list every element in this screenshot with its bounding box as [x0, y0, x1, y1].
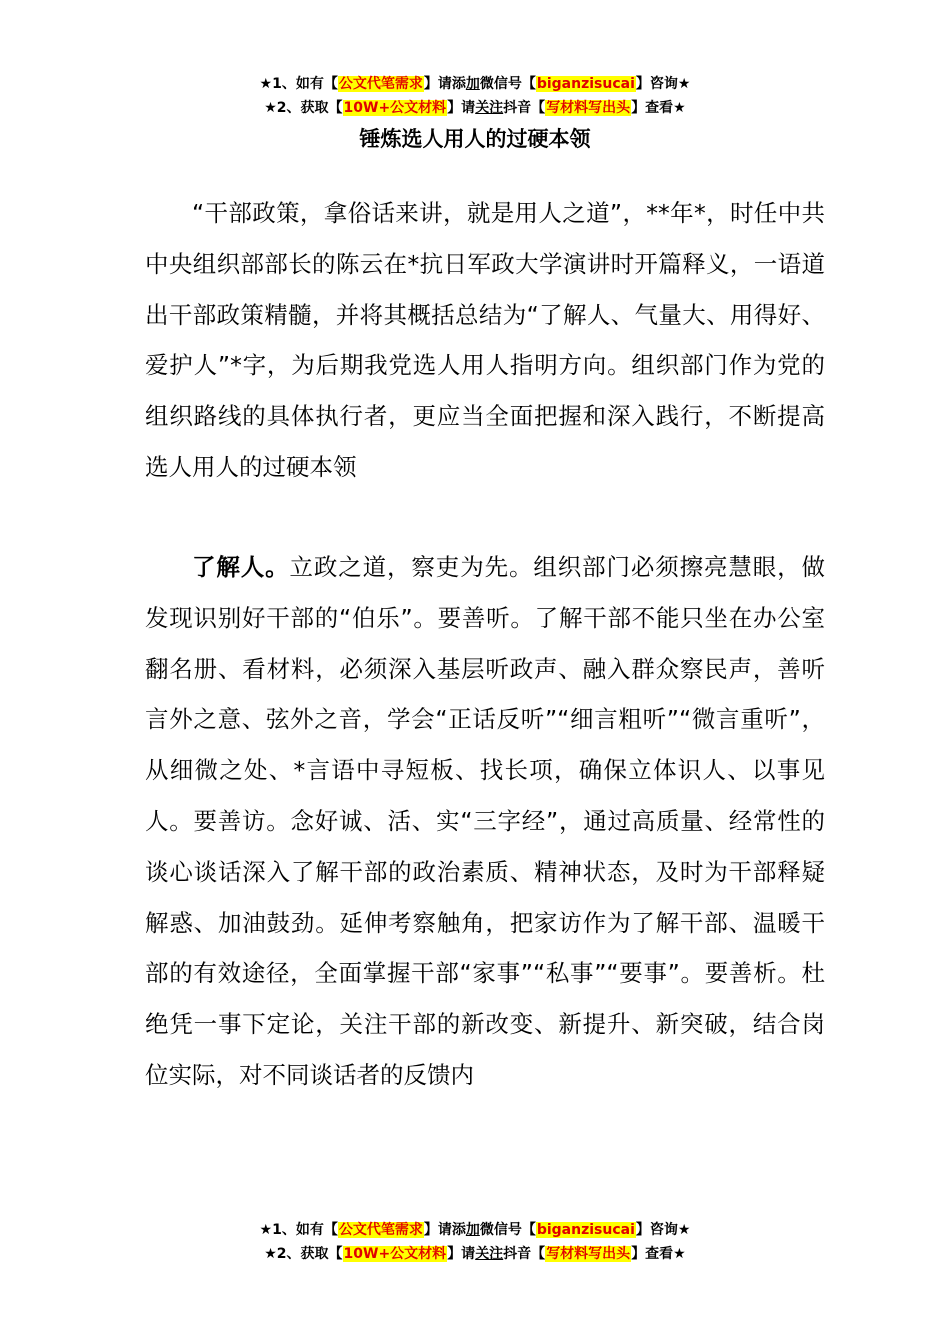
- promo-line-2: ★2、获取【10W+公文材料】请关注抖音【写材料写出头】查看★: [264, 100, 686, 116]
- promo-highlight-douyin: 写材料写出头: [546, 1246, 631, 1262]
- promo-highlight-douyin: 写材料写出头: [546, 100, 631, 116]
- promo-highlight-service: 公文代笔需求: [338, 1222, 423, 1238]
- promo-highlight-wechat-id: biganzisucai: [536, 1222, 635, 1238]
- document-title: 锤炼选人用人的过硬本领: [359, 127, 591, 151]
- promo-highlight-materials: 10W+公文材料: [343, 100, 447, 116]
- promo-highlight-wechat-id: biganzisucai: [536, 76, 635, 92]
- promo-line-1: ★1、如有【公文代笔需求】请添加微信号【biganzisucai】咨询★: [259, 76, 691, 92]
- footer-promo-banner: [0, 1218, 950, 1266]
- promo-highlight-service: 公文代笔需求: [338, 76, 423, 92]
- header-promo-banner: [0, 72, 950, 120]
- promo-line-1: ★1、如有【公文代笔需求】请添加微信号【biganzisucai】咨询★: [259, 1222, 691, 1238]
- promo-line-2: ★2、获取【10W+公文材料】请关注抖音【写材料写出头】查看★: [264, 1246, 686, 1262]
- body-paragraph-intro: “干部政策，拿俗话来讲，就是用人之道”，**年*，时任中共中央组织部部长的陈云在*抗日军政大学演讲时开篇释义，一语道出干部政策精髓，并将其概括总结为“了解人、气量大、用得好、爱护人”*字，为后期我党选人用人指明方向。组织部门作为党的组织路线的具体执行者，更应当全面把握和深入践行，不断提高选人用人的过硬本领: [145, 199, 825, 481]
- body-paragraph-understand-people: 了解人。立政之道，察吏为先。组织部门必须擦亮慧眼，做发现识别好干部的“伯乐”。要善听。了解干部不能只坐在办公室翻名册、看材料，必须深入基层听政声、融入群众察民声，善听言外之意、弦外之音，学会“正话反听”“细言粗听”“微言重听”，从细微之处、*言语中寻短板、找长项，确保立体识人、以事见人。要善访。念好诚、活、实“三字经”，通过高质量、经常性的谈心谈话深入了解干部的政治素质、精神状态，及时为干部释疑解惑、加油鼓劲。延伸考察触角，把家访作为了解干部、温暖干部的有效途径，全面掌握干部“家事”“私事”“要事”。要善析。杜绝凭一事下定论，关注干部的新改变、新提升、新突破，结合岗位实际，对不同谈话者的反馈内: [145, 553, 826, 1089]
- paragraph-lead-heading: 了解人。: [192, 553, 290, 581]
- promo-highlight-materials: 10W+公文材料: [343, 1246, 447, 1262]
